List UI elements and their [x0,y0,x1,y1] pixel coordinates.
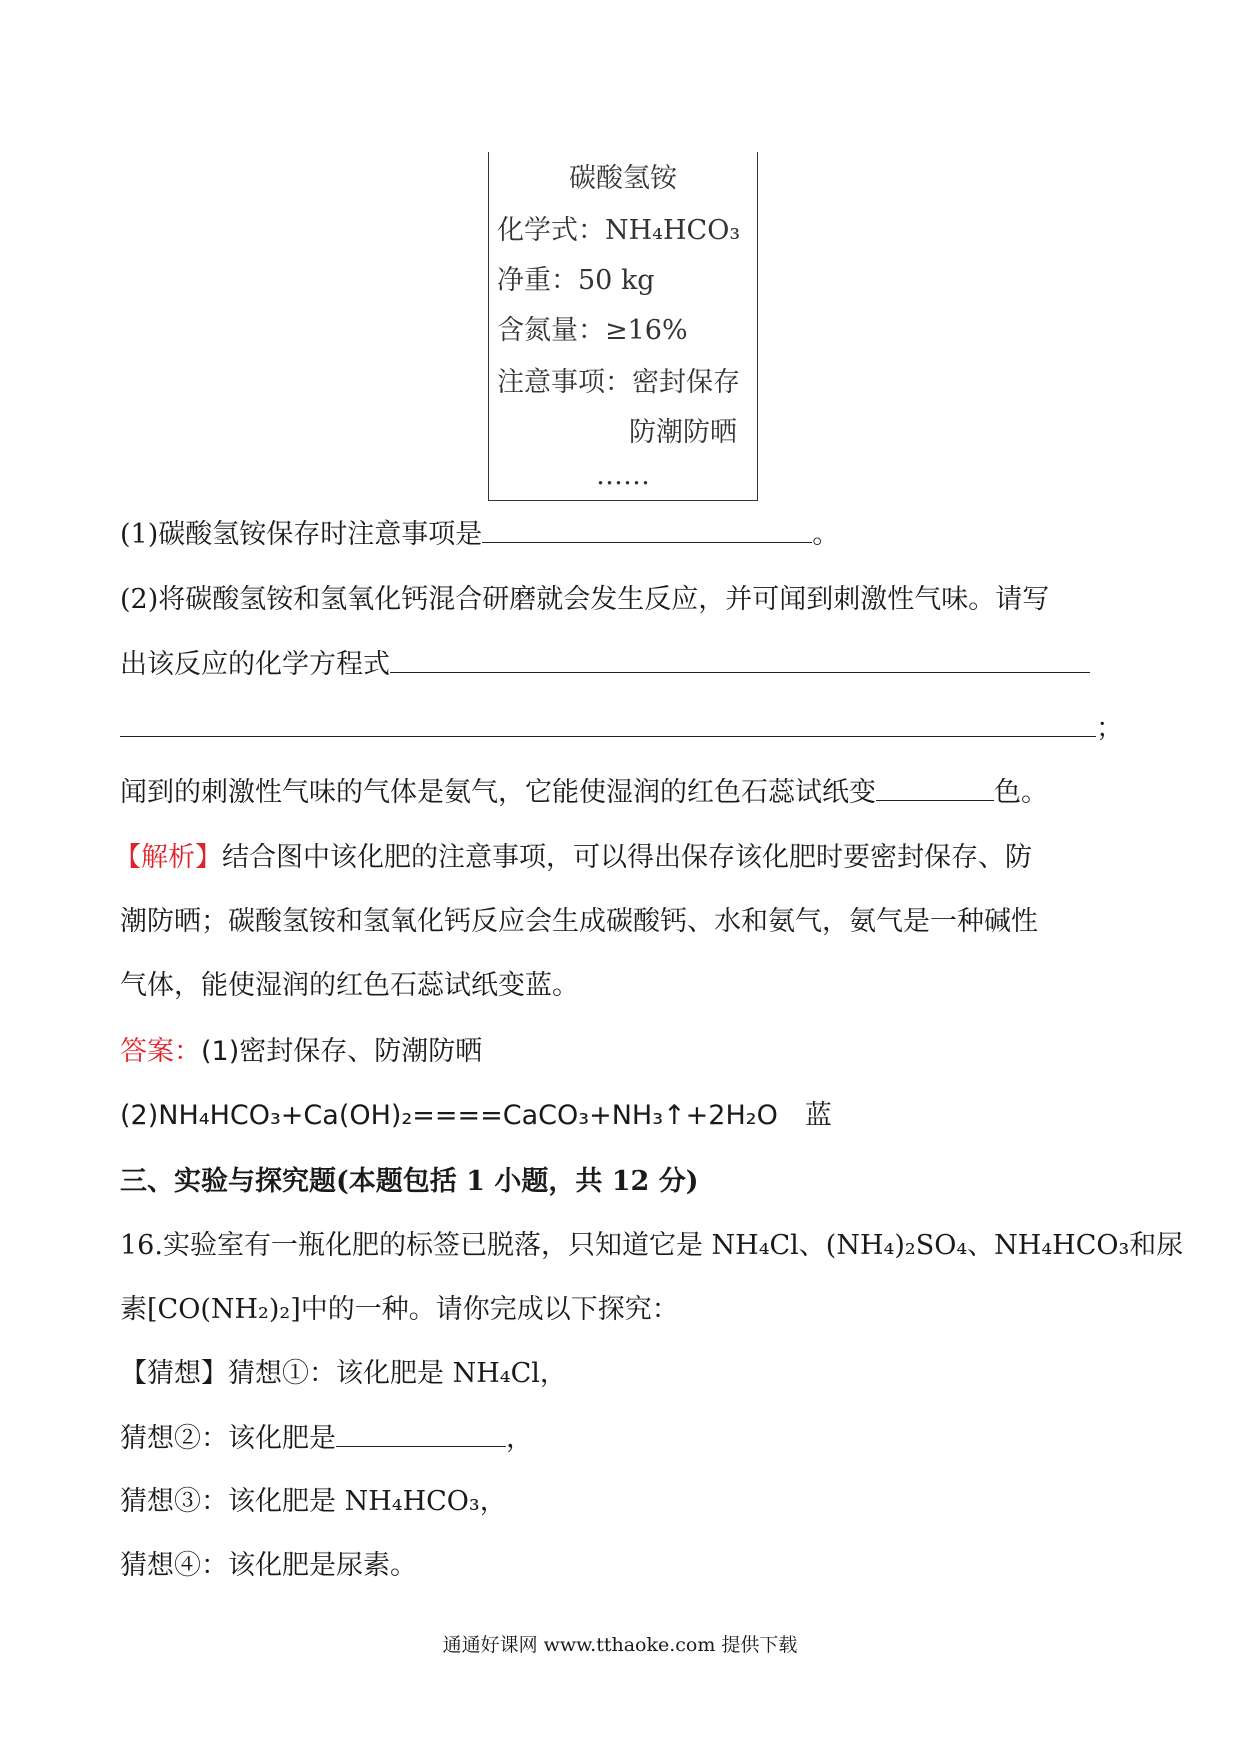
question-1 [120,514,839,555]
equation-blank[interactable] [390,644,1090,673]
answer-line-2: (2)NH₄HCO₃+Ca(OH)₂====CaCO₃+NH₃↑+2H₂O 蓝 [120,1100,832,1131]
question-2-color-end: 色。 [994,777,1048,808]
answer-text-1: (1)密封保存、防潮防晒 [201,1036,483,1067]
question-2-line-3 [120,708,1123,749]
guess-3: 猜想③：该化肥是 NH₄HCO₃， [120,1486,507,1517]
question-2-equation-prompt: 出该反应的化学方程式 [120,649,390,680]
label-title: 碳酸氢铵 [569,163,677,194]
section-3-title: 三、实验与探究题(本题包括 1 小题，共 12 分) [120,1166,699,1197]
guess-1: 【猜想】猜想①：该化肥是 NH₄Cl， [120,1358,567,1389]
question-1-end: 。 [812,519,840,550]
answer-blank[interactable] [482,514,812,543]
analysis-line-2: 潮防晒；碳酸氢铵和氢氧化钙反应会生成碳酸钙、水和氨气，氨气是一种碱性 [120,906,1038,937]
answer-line-1 [120,1032,482,1072]
label-note-continued: 防潮防晒 [629,417,737,448]
question-2-line-1: (2)将碳酸氢铵和氢氧化钙混合研磨就会发生反应，并可闻到刺激性气味。请写 [120,584,1050,615]
question-2-line-2 [120,644,1090,685]
analysis-tag: 【解析】 [114,842,222,873]
analysis-text-1: 结合图中该化肥的注意事项，可以得出保存该化肥时要密封保存、防 [222,842,1032,873]
label-ellipsis: …… [596,460,650,491]
page-footer: 通通好课网 www.tthaoke.com 提供下载 [442,1634,798,1656]
guess-2 [120,1418,533,1459]
question-2-line-4 [120,772,1048,813]
guess-2-text: 猜想②：该化肥是 [120,1423,336,1454]
question-16-line-2: 素[CO(NH₂)₂]中的一种。请你完成以下探究： [120,1294,679,1325]
label-note: 注意事项：密封保存 [497,367,740,398]
analysis-line-1 [114,838,1032,878]
answer-tag: 答案： [120,1036,201,1067]
label-weight: 净重：50 kg [497,265,655,296]
color-blank[interactable] [876,772,994,801]
analysis-line-3: 气体，能使湿润的红色石蕊试纸变蓝。 [120,970,579,1001]
guess-2-blank[interactable] [336,1418,506,1447]
question-2-semicolon: ； [1096,713,1123,744]
fertilizer-label-box [488,152,758,501]
label-formula: 化学式：NH₄HCO₃ [497,215,741,246]
guess-4: 猜想④：该化肥是尿素。 [120,1550,417,1581]
question-1-text: (1)碳酸氢铵保存时注意事项是 [120,519,483,550]
guess-2-end: ， [506,1423,533,1454]
equation-blank-continued[interactable] [120,708,1096,737]
question-16-line-1: 16.实验室有一瓶化肥的标签已脱落，只知道它是 NH₄Cl、(NH₄)₂SO₄、NH₄HCO₃和尿 [120,1230,1184,1261]
question-2-color-prompt: 闻到的刺激性气味的气体是氨气，它能使湿润的红色石蕊试纸变 [120,777,876,808]
label-nitrogen: 含氮量：≥16% [497,315,688,346]
